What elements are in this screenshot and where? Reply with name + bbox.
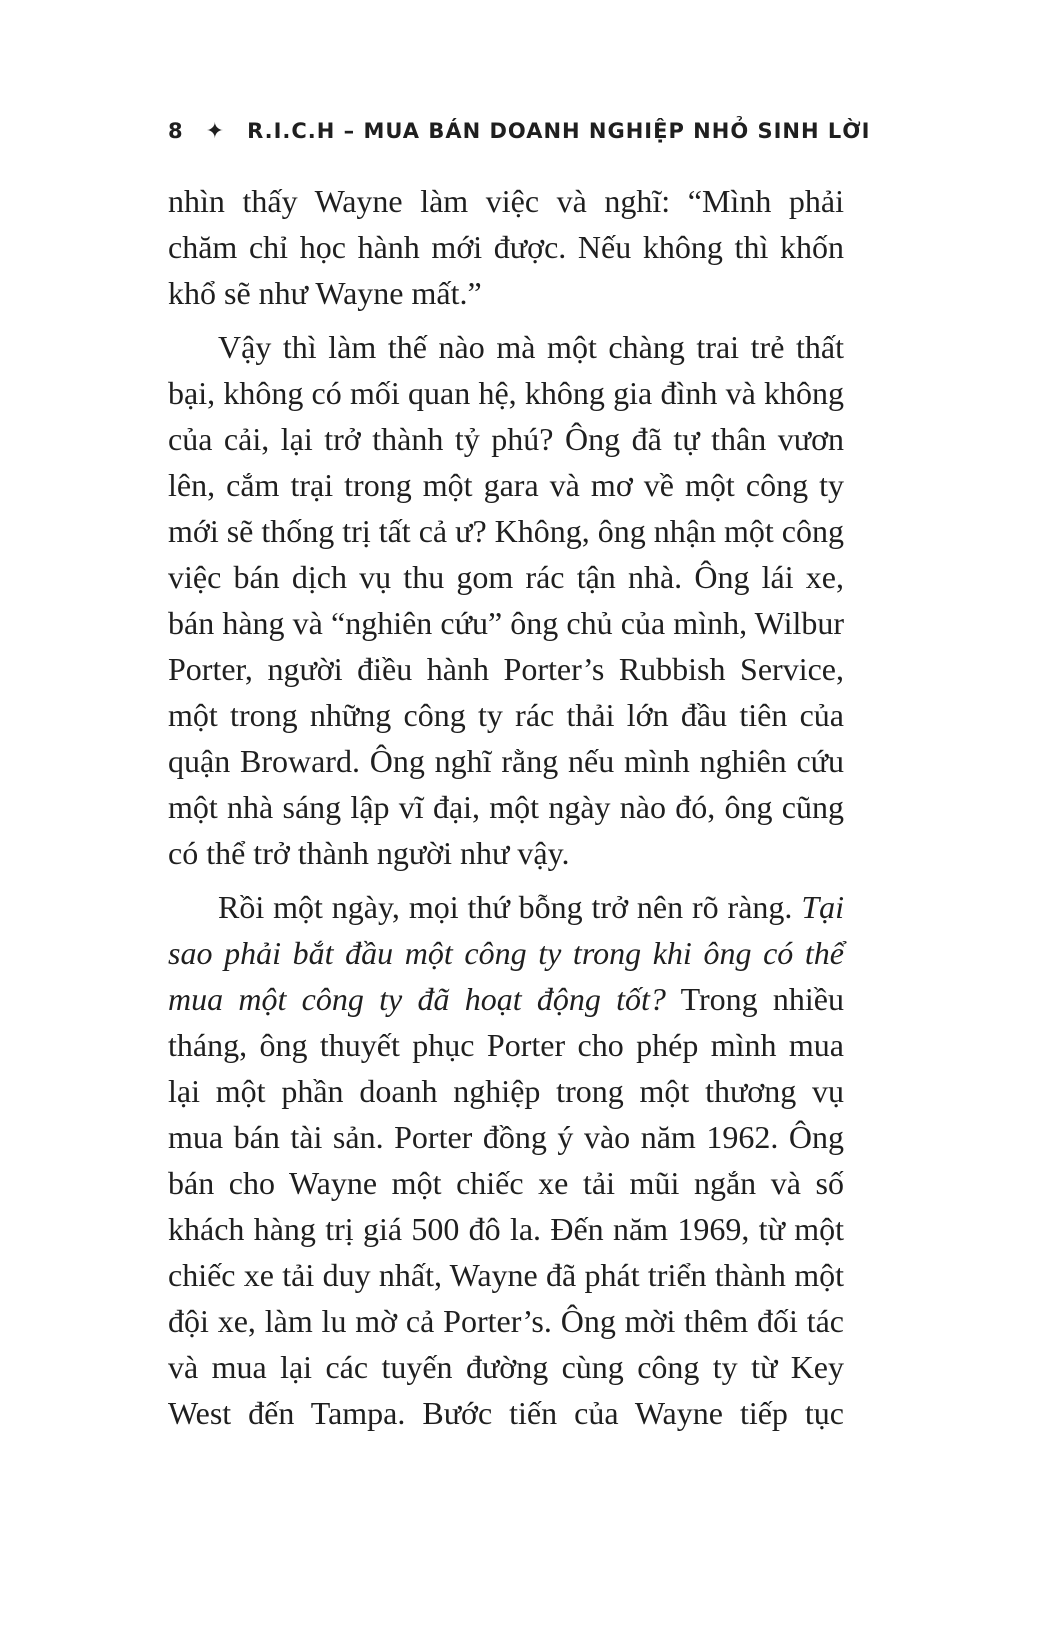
paragraph-3-start: Rồi một ngày, mọi thứ bỗng trở nên rõ ràng. — [218, 889, 802, 925]
body-text — [168, 178, 844, 1436]
paragraph-2: Vậy thì làm thế nào mà một chàng trai trẻ thất bại, không có mối quan hệ, không gia đình và không của cải, lại trở thành tỷ phú? Ông đã tự thân vươn lên, cắm trại trong một gara và mơ về một công ty mới sẽ thống trị tất cả ư? Không, ông nhận một công việc bán dịch vụ thu gom rác tận nhà. Ông lái xe, bán hàng và “nghiên cứu” ông chủ của mình, Wilbur Porter, người điều hành Porter’s Rubbish Service, một trong những công ty rác thải lớn đầu tiên của quận Broward. Ông nghĩ rằng nếu mình nghiên cứu một nhà sáng lập vĩ đại, một ngày nào đó, ông cũng có thể trở thành người như vậy. — [168, 329, 844, 871]
page-number: 8 — [168, 119, 184, 143]
paragraph-1: nhìn thấy Wayne làm việc và nghĩ: “Mình phải chăm chỉ học hành mới được. Nếu không thì khốn khổ sẽ như Wayne mất.” — [168, 183, 844, 311]
paragraph-3-rest: Trong nhiều tháng, ông thuyết phục Porter cho phép mình mua lại một phần doanh nghiệp trong một thương vụ mua bán tài sản. Porter đồng ý vào năm 1962. Ông bán cho Wayne một chiếc xe tải mũi ngắn và số khách hàng trị giá 500 đô la. Đến năm 1969, từ một chiếc xe tải duy nhất, Wayne đã phát triển thành một đội xe, làm lu mờ cả Porter’s. Ông mời thêm đối tác và mua lại các tuyến đường cùng công ty từ Key West đến Tampa. Bước tiến của Wayne tiếp tục — [168, 981, 845, 1431]
star-ornament-icon: ✦ — [205, 118, 226, 144]
running-header — [168, 114, 870, 148]
paragraph-3-italic-question: Tại sao phải bắt đầu một công ty trong khi ông có thể mua một công ty đã hoạt động tốt? — [168, 889, 844, 1017]
paragraph-3 — [168, 884, 844, 1436]
running-title: R.I.C.H – MUA BÁN DOANH NGHIỆP NHỎ SINH LỜI — [247, 119, 871, 143]
